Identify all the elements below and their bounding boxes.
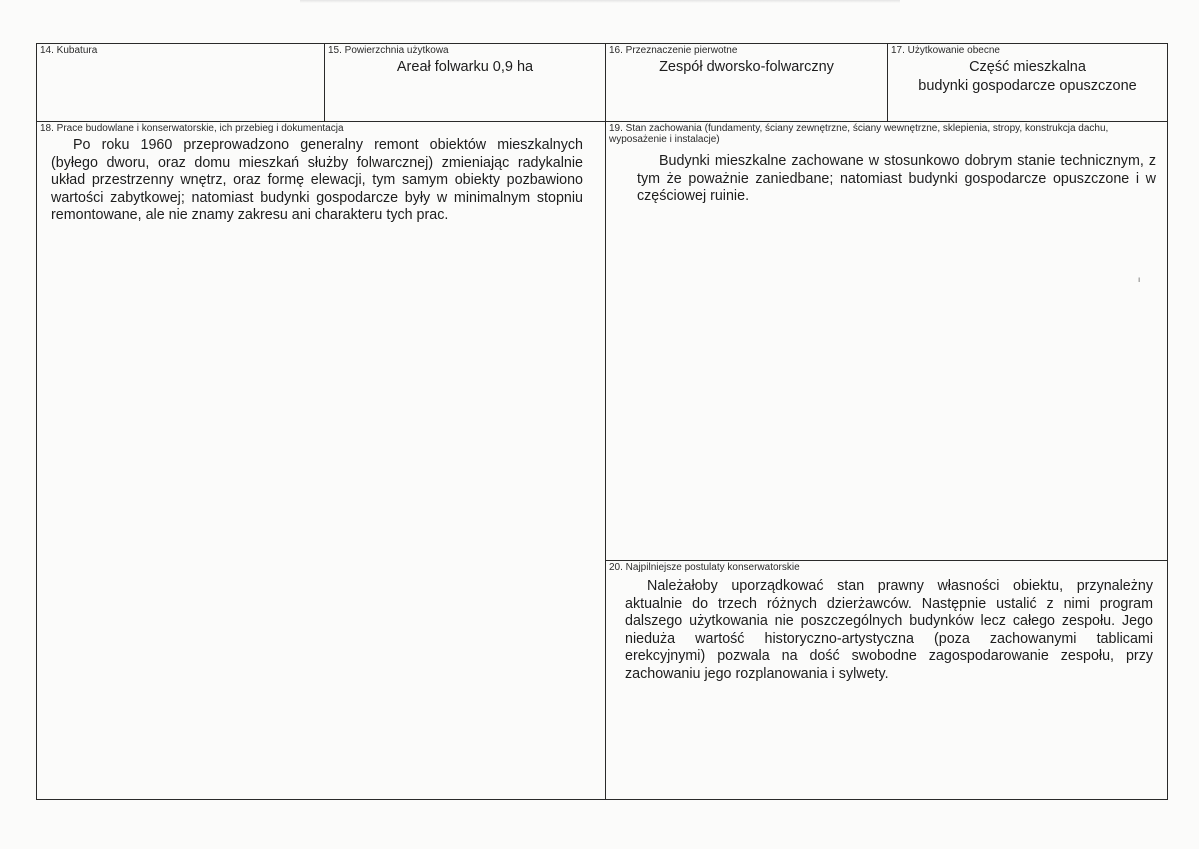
field-20-postulaty: [605, 560, 1168, 800]
field-18-label: 18. Prace budowlane i konserwatorskie, ich przebieg i dokumentacja: [40, 123, 344, 134]
scan-edge-shadow: [300, 0, 900, 3]
field-18-text-block: [51, 137, 583, 225]
field-20-label: 20. Najpilniejsze postulaty konserwatorskie: [609, 562, 800, 573]
field-20-text-block: [625, 578, 1153, 684]
field-16-przeznaczenie: [605, 43, 888, 122]
field-14-kubatura: [36, 43, 325, 122]
stray-mark: ı: [1138, 275, 1141, 284]
field-17-label: 17. Użytkowanie obecne: [891, 45, 1000, 56]
field-20-paragraph: Należałoby uporządkować stan prawny własności obiektu, przynależny aktualnie do trzech różnych dzierżawców. Następnie ustalić z nimi program dalszego użytkowania nie poszczególnych budynków lecz całego zespołu. Jego nieduża wartość historyczno-artystyczna (poza zachowanymi tablicami erekcyjnymi) pozwala na dość swobodne zagospodarowanie zespołu, przy zachowaniu jego rozplanowania i sylwety.: [625, 578, 1153, 682]
field-15-powierzchnia: [324, 43, 606, 122]
field-19-label: 19. Stan zachowania (fundamenty, ściany zewnętrzne, ściany wewnętrzne, sklepienia, stropy, konstrukcja dachu, wyposażenie i instalacje): [609, 123, 1109, 145]
field-18-prace-budowlane: [36, 121, 606, 800]
field-15-value: Areał folwarku 0,9 ha: [396, 59, 534, 75]
field-17-value-line1: Część mieszkalna: [969, 59, 1086, 75]
field-19-paragraph: Budynki mieszkalne zachowane w stosunkowo dobrym stanie technicznym, z tym że poważnie zaniedbane; natomiast budynki gospodarcze opuszczone i w częściowej ruinie.: [637, 153, 1156, 205]
field-16-value: Zespół dworsko-folwarczny: [659, 59, 834, 75]
field-19-stan-zachowania: [605, 121, 1168, 561]
field-16-label: 16. Przeznaczenie pierwotne: [609, 45, 738, 56]
field-19-text-block: [637, 153, 1156, 206]
field-15-label: 15. Powierzchnia użytkowa: [328, 45, 449, 56]
field-14-label: 14. Kubatura: [40, 45, 98, 56]
field-17-value-line2: budynki gospodarcze opuszczone: [918, 78, 1137, 94]
field-17-uzytkowanie: [887, 43, 1168, 122]
field-18-paragraph: Po roku 1960 przeprowadzono generalny remont obiektów mieszkalnych (byłego dworu, oraz domu mieszkań służby folwarcznej) zmieniając radykalnie układ przestrzenny wnętrz, oraz formę elewacji, tym samym obiekty pozbawiono wartości zabytkowej; natomiast budynki gospodarcze były w minimalnym stopniu remontowane, ale nie znamy zakresu ani charakteru tych prac.: [51, 137, 583, 224]
